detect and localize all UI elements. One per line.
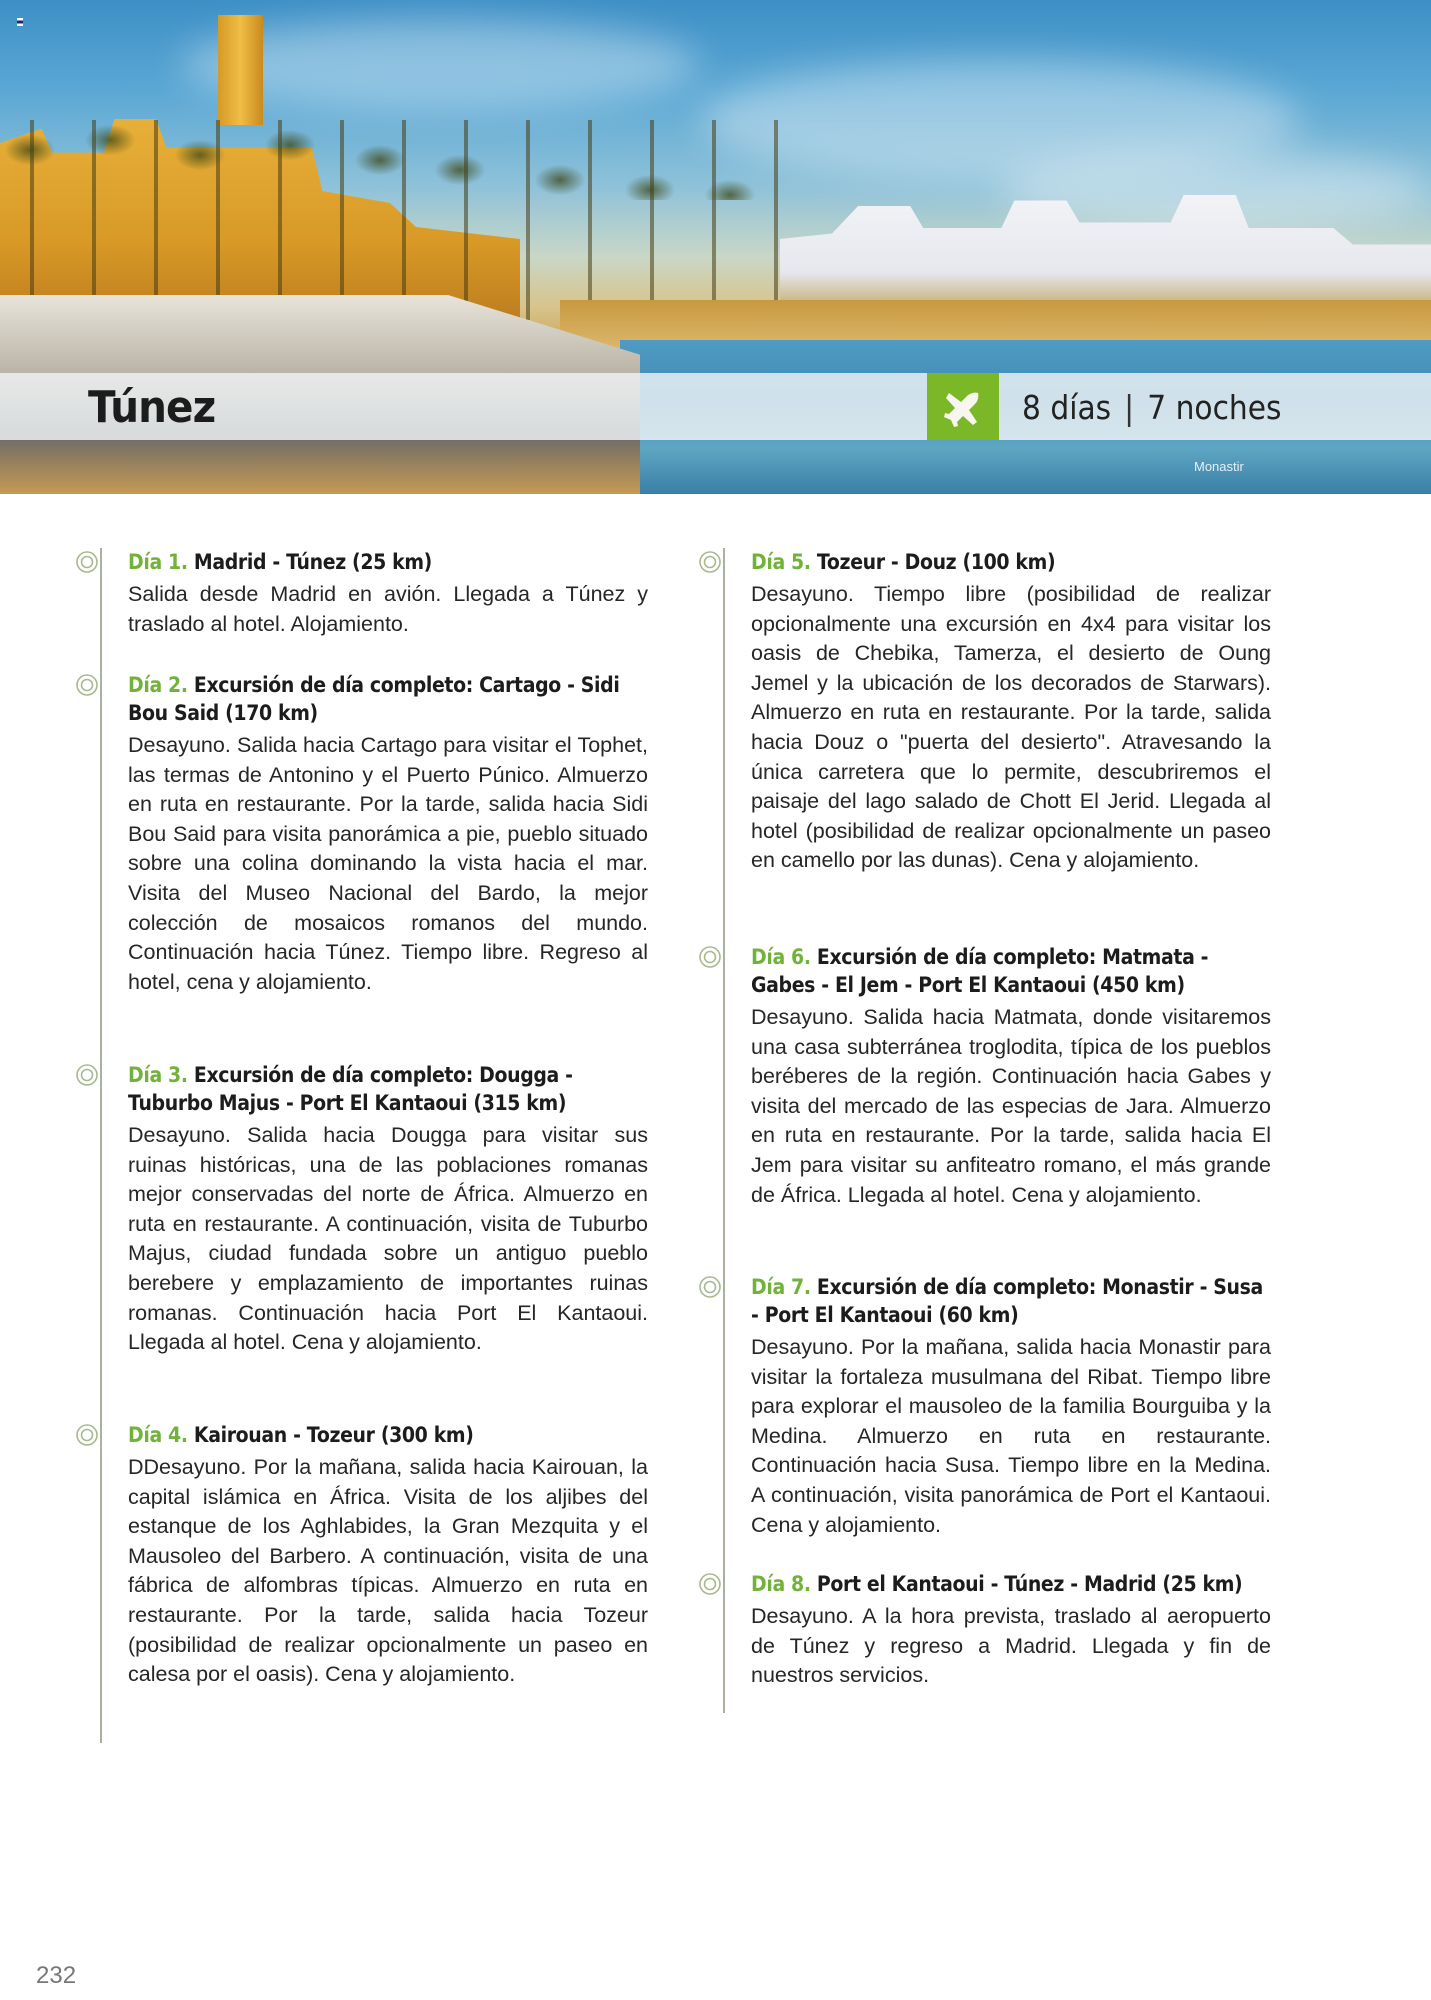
timeline-marker-icon (697, 549, 723, 575)
day-heading (751, 1570, 1270, 1598)
day-title: Excursión de día completo: Matmata - Gabes - El Jem - Port El Kantaoui (450 km) (751, 945, 1209, 997)
duration-separator: | (1124, 388, 1135, 427)
day-heading (751, 548, 1270, 576)
day-description: Desayuno. Salida hacia Matmata, donde visitaremos una casa subterránea troglodita, típica de los pueblos beréberes de la región. Continuación hacia Gabes y visita del mercado de las especias de Jara. Almuerzo en ruta en restaurante. Por la tarde, salida hacia El Jem para visitar su anfiteatro romano, el más grande de África. Llegada al hotel. Cena y alojamiento. (751, 1005, 1271, 1207)
day-heading (751, 943, 1270, 999)
day-description: Desayuno. A la hora prevista, traslado al aeropuerto de Túnez y regreso a Madrid. Llegada y fin de nuestros servicios. (751, 1604, 1271, 1688)
plane-icon (941, 387, 985, 427)
day-title: Tozeur - Douz (100 km) (816, 550, 1056, 574)
day-title: Port el Kantaoui - Túnez - Madrid (25 km) (816, 1572, 1243, 1596)
day-description: Desayuno. Por la mañana, salida hacia Monastir para visitar la fortaleza musulmana del Ribat. Tiempo libre para explorar el mausoleo de la familia Bourguiba y la Medina. Almuerzo en ruta en restaurante. Continuación hacia Susa. Tiempo libre en la Medina. A continuación, visita panorámica de Port el Kantaoui. Cena y alojamiento. (751, 1335, 1271, 1537)
ribat-tower (218, 15, 263, 125)
itinerary-column-right (711, 548, 1271, 1691)
day-label: Día 3. (128, 1063, 188, 1087)
duration-nights: 7 noches (1147, 388, 1282, 427)
page-number: 232 (36, 1962, 77, 1989)
day-description: Desayuno. Salida hacia Cartago para visitar el Tophet, las termas de Antonino y el Puerto Púnico. Almuerzo en ruta en restaurante. Por la tarde, salida hacia Sidi Bou Said para visita panorámica a pie, pueblo situado sobre una colina dominando la vista hacia el mar. Visita del Museo Nacional del Bardo, la mejor colección de mosaicos romanos del mundo. Continuación hacia Túnez. Tiempo libre. Regreso al hotel, cena y alojamiento. (128, 733, 648, 994)
page-title: Túnez (88, 382, 216, 433)
timeline-marker-icon (74, 1422, 100, 1448)
day-heading (128, 548, 647, 576)
day-item (88, 1061, 648, 1421)
day-item (711, 1570, 1271, 1691)
day-label: Día 2. (128, 673, 188, 697)
day-heading (128, 1421, 647, 1449)
corner-mark (17, 18, 23, 26)
itinerary-column-left (88, 548, 648, 1690)
day-item (711, 943, 1271, 1273)
day-label: Día 1. (128, 550, 188, 574)
flight-badge (927, 373, 999, 440)
day-label: Día 8. (751, 1572, 811, 1596)
day-item (711, 1273, 1271, 1570)
timeline-marker-icon (697, 1274, 723, 1300)
day-item (88, 671, 648, 1061)
day-description: DDesayuno. Por la mañana, salida hacia Kairouan, la capital islámica en África. Visita de los aljibes del estanque de los Aghlabides, la Gran Mezquita y el Mausoleo del Barbero. A continuación, visita de una fábrica de alfombras típicas. Almuerzo en ruta en restaurante. Por la tarde, salida hacia Tozeur (posibilidad de realizar opcionalmente un paseo en calesa por el oasis). Cena y alojamiento. (128, 1455, 648, 1687)
day-description: Desayuno. Tiempo libre (posibilidad de realizar opcionalmente una excursión en 4x4 para visitar los oasis de Chebika, Tamerza, el desierto de Oung Jemel y la ubicación de los decorados de Starwars). Almuerzo en ruta en restaurante. Por la tarde, salida hacia Douz o "puerta del desierto". Atravesando la única carretera que lo permite, descubriremos el paisaje del lago salado de Chott El Jerid. Llegada al hotel (posibilidad de realizar opcionalmente un paseo en camello por las dunas). Cena y alojamiento. (751, 582, 1271, 873)
timeline-marker-icon (697, 1571, 723, 1597)
timeline-marker-icon (697, 944, 723, 970)
day-heading (128, 671, 647, 727)
palm-fronds (0, 110, 800, 200)
photo-caption: Monastir (1194, 459, 1244, 474)
day-title: Excursión de día completo: Monastir - Susa - Port El Kantaoui (60 km) (751, 1275, 1263, 1327)
day-heading (128, 1061, 647, 1117)
day-label: Día 6. (751, 945, 811, 969)
day-title: Madrid - Túnez (25 km) (193, 550, 432, 574)
trip-duration (1022, 378, 1281, 438)
timeline-marker-icon (74, 672, 100, 698)
day-item (711, 548, 1271, 943)
day-title: Kairouan - Tozeur (300 km) (193, 1423, 474, 1447)
day-item (88, 1421, 648, 1690)
day-label: Día 5. (751, 550, 811, 574)
day-description: Salida desde Madrid en avión. Llegada a Túnez y traslado al hotel. Alojamiento. (128, 582, 648, 636)
timeline-marker-icon (74, 1062, 100, 1088)
day-label: Día 4. (128, 1423, 188, 1447)
duration-days: 8 días (1022, 388, 1112, 427)
day-description: Desayuno. Salida hacia Dougga para visitar sus ruinas históricas, una de las poblaciones romanas mejor conservadas del norte de África. Almuerzo en ruta en restaurante. A continuación, visita de Tuburbo Majus, ciudad fundada sobre un antiguo pueblo berebere y emplazamiento de importantes ruinas romanas. Continuación hacia Port El Kantaoui. Llegada al hotel. Cena y alojamiento. (128, 1123, 648, 1355)
day-title: Excursión de día completo: Cartago - Sidi Bou Said (170 km) (128, 673, 620, 725)
day-title: Excursión de día completo: Dougga - Tuburbo Majus - Port El Kantaoui (315 km) (128, 1063, 573, 1115)
timeline-marker-icon (74, 549, 100, 575)
day-item (88, 548, 648, 671)
day-label: Día 7. (751, 1275, 811, 1299)
day-heading (751, 1273, 1270, 1329)
